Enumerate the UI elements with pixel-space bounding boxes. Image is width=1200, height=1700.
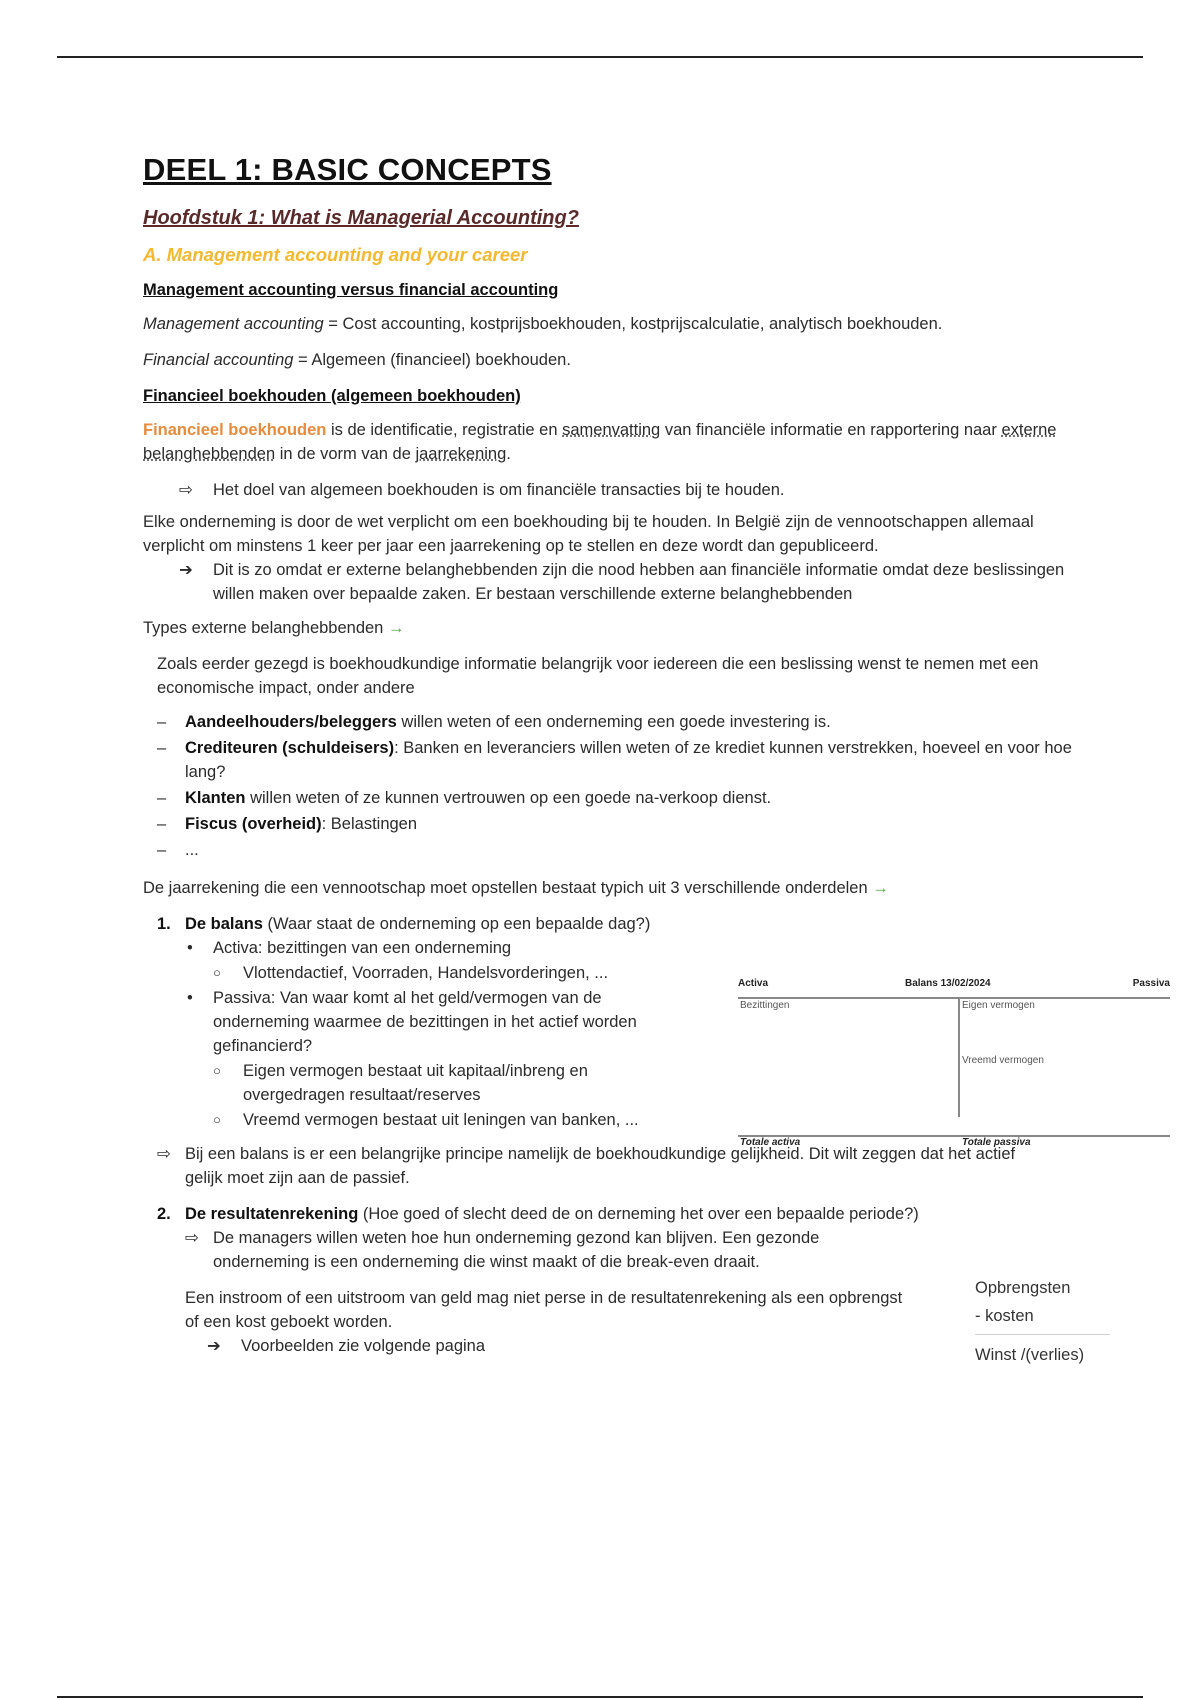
page-title: DEEL 1: BASIC CONCEPTS (143, 152, 552, 187)
text: Bij een balans is er een belangrijke principe namelijk de boekhoudkundige gelijkheid. Dit wilt zeggen dat het actief gelijk moet zijn aan de passief. (185, 1145, 1016, 1187)
dash-icon: – (157, 713, 167, 731)
text: samenvatting (562, 421, 661, 439)
result-divider (975, 1334, 1110, 1335)
bullet-item (185, 986, 675, 1058)
sub-bullet-item (185, 1059, 675, 1107)
circle-icon: ○ (213, 1063, 221, 1078)
text: Eigen vermogen bestaat uit kapitaal/inbreng en overgedragen resultaat/reserves (243, 1062, 588, 1104)
stakeholder-intro: Zoals eerder gezegd is boekhoudkundige informatie belangrijk voor iedereen die een beslissing wenst te nemen met een economische impact, onder andere (157, 655, 1039, 697)
text: Voorbeelden zie volgende pagina (241, 1337, 486, 1355)
definition-management-accounting (143, 312, 1083, 336)
opbrengsten-label: Opbrengsten (975, 1279, 1071, 1297)
arrow-icon: ⇨ (157, 1145, 171, 1163)
text: De managers willen weten hoe hun onderneming gezond kan blijven. Een gezonde onderneming is een onderneming die winst maakt of die break-even draait. (213, 1229, 820, 1271)
text: : Belastingen (321, 815, 418, 833)
center-divider (958, 997, 960, 1117)
totale-passiva-label: Totale passiva (962, 1137, 1031, 1148)
list-item (155, 736, 1083, 784)
text: in de vorm van de (275, 445, 416, 463)
text: Klanten (185, 789, 246, 807)
text: De resultatenrekening (185, 1205, 359, 1223)
balance-sheet (738, 970, 1170, 1150)
top-divider (738, 997, 1170, 999)
text: De balans (185, 915, 263, 933)
section-heading: A. Management accounting and your career (143, 244, 528, 265)
text: Vlottendactief, Voorraden, Handelsvorderingen, ... (243, 964, 609, 982)
list-item (155, 838, 1083, 862)
arrow-icon: ⇨ (185, 1229, 199, 1247)
winst-label: Winst /(verlies) (975, 1346, 1085, 1364)
definition: = Algemeen (financieel) boekhouden. (293, 351, 571, 369)
jaarrekening-intro (143, 876, 1083, 900)
examples-note (207, 1334, 1083, 1358)
sub-bullet-item (185, 961, 675, 985)
highlight-term: Financieel boekhouden (143, 421, 327, 439)
number: 1. (157, 915, 171, 933)
balance-title: Balans 13/02/2024 (905, 978, 991, 989)
circle-icon: ○ (213, 1112, 221, 1127)
arrow-icon: ➔ (179, 561, 193, 579)
eigen-vermogen-label: Eigen vermogen (962, 1000, 1035, 1011)
text: Aandeelhouders/beleggers (185, 713, 397, 731)
dash-icon: – (157, 841, 167, 859)
text: jaarrekening (415, 445, 507, 463)
bottom-divider (738, 1135, 1170, 1137)
text: externe belanghebbenden (143, 421, 1057, 463)
cash-note: Een instroom of een uitstroom van geld mag niet perse in de resultatenrekening als een opbrengst of een kost geboekt worden. (185, 1289, 903, 1331)
arrow-icon: → (387, 619, 405, 637)
dash-icon: – (157, 739, 167, 757)
sub-bullet-item (185, 1108, 675, 1132)
text: van financiële informatie en rapportering naar (660, 421, 1002, 439)
list-item (155, 710, 1083, 734)
doel-note (179, 478, 1083, 502)
definition-financial-accounting (143, 348, 1083, 372)
text: willen weten of een onderneming een goede investering is. (396, 713, 831, 731)
arrow-icon: ⇨ (179, 481, 193, 499)
types-label (143, 616, 1083, 640)
text: Fiscus (overheid) (185, 815, 322, 833)
legal-paragraph: Elke onderneming is door de wet verplicht om een boekhouding bij te houden. In België zijn de vennootschappen allemaal verplicht om minstens 1 keer per jaar een jaarrekening op te stellen en deze wordt dan gepubliceerd. (143, 513, 1034, 555)
reason-note (179, 558, 1083, 606)
dash-icon: – (157, 789, 167, 807)
vreemd-vermogen-label: Vreemd vermogen (962, 1055, 1044, 1066)
bottom-rule (57, 1696, 1143, 1698)
passiva-header: Passiva (1132, 978, 1170, 989)
bullet-item (185, 936, 675, 960)
balans-details (185, 936, 675, 1132)
top-rule (57, 56, 1143, 58)
kosten-label: - kosten (975, 1307, 1034, 1325)
definition: = Cost accounting, kostprijsboekhouden, kostprijscalculatie, analytisch boekhouden. (323, 315, 943, 333)
totale-activa-label: Totale activa (740, 1137, 801, 1148)
text: Dit is zo omdat er externe belanghebbenden zijn die nood hebben aan financiële informatie omdat deze beslissingen willen maken over bepaalde zaken. Er bestaan verschillende externe belanghebbenden (213, 561, 1065, 603)
result-box (975, 1276, 1110, 1367)
list-item (155, 786, 1083, 810)
dash-icon: – (157, 815, 167, 833)
bullet-icon: • (187, 989, 193, 1007)
managers-note (185, 1226, 875, 1274)
subheading-mgmt-vs-fin: Management accounting versus financial accounting (143, 281, 559, 299)
list-item-resultatenrekening (157, 1202, 1083, 1358)
text: Activa: bezittingen van een onderneming (213, 939, 512, 957)
text: is de identificatie, registratie en (326, 421, 563, 439)
chapter-heading: Hoofdstuk 1: What is Managerial Accounting? (143, 207, 579, 229)
arrow-icon: → (872, 879, 889, 897)
text: Crediteuren (schuldeisers) (185, 739, 395, 757)
text: Vreemd vermogen bestaat uit leningen van banken, ... (243, 1111, 639, 1129)
text: De jaarrekening die een vennootschap moet opstellen bestaat typich uit 3 verschillende onderdelen (143, 879, 873, 897)
text: : Banken en leveranciers willen weten of ze krediet kunnen verstrekken, hoeveel en voor hoe lang? (185, 739, 1072, 781)
number: 2. (157, 1205, 171, 1223)
text: Passiva: Van waar komt al het geld/vermogen van de onderneming waarmee de bezittingen in het actief worden gefinancierd? (213, 989, 637, 1055)
text: ... (185, 841, 199, 859)
bezittingen-label: Bezittingen (740, 1000, 790, 1011)
text: Het doel van algemeen boekhouden is om financiële transacties bij te houden. (213, 481, 785, 499)
text: Types externe belanghebbenden (143, 619, 388, 637)
text: (Hoe goed of slecht deed de on derneming het over een bepaalde periode?) (358, 1205, 919, 1223)
term: Management accounting (143, 315, 324, 333)
stakeholder-list (155, 710, 1083, 862)
term: Financial accounting (143, 351, 294, 369)
activa-header: Activa (738, 978, 769, 989)
bullet-icon: • (187, 939, 193, 957)
definition-financieel-boekhouden (143, 418, 1083, 466)
text: (Waar staat de onderneming op een bepaalde dag?) (262, 915, 651, 933)
circle-icon: ○ (213, 965, 221, 980)
arrow-icon: ➔ (207, 1337, 221, 1355)
text: willen weten of ze kunnen vertrouwen op een goede na-verkoop dienst. (245, 789, 772, 807)
jaarrekening-list-2 (157, 1202, 1083, 1358)
list-item (155, 812, 1083, 836)
document-page (143, 150, 1083, 1366)
subheading-financieel-boekhouden: Financieel boekhouden (algemeen boekhouden) (143, 387, 521, 405)
text: . (506, 445, 511, 463)
